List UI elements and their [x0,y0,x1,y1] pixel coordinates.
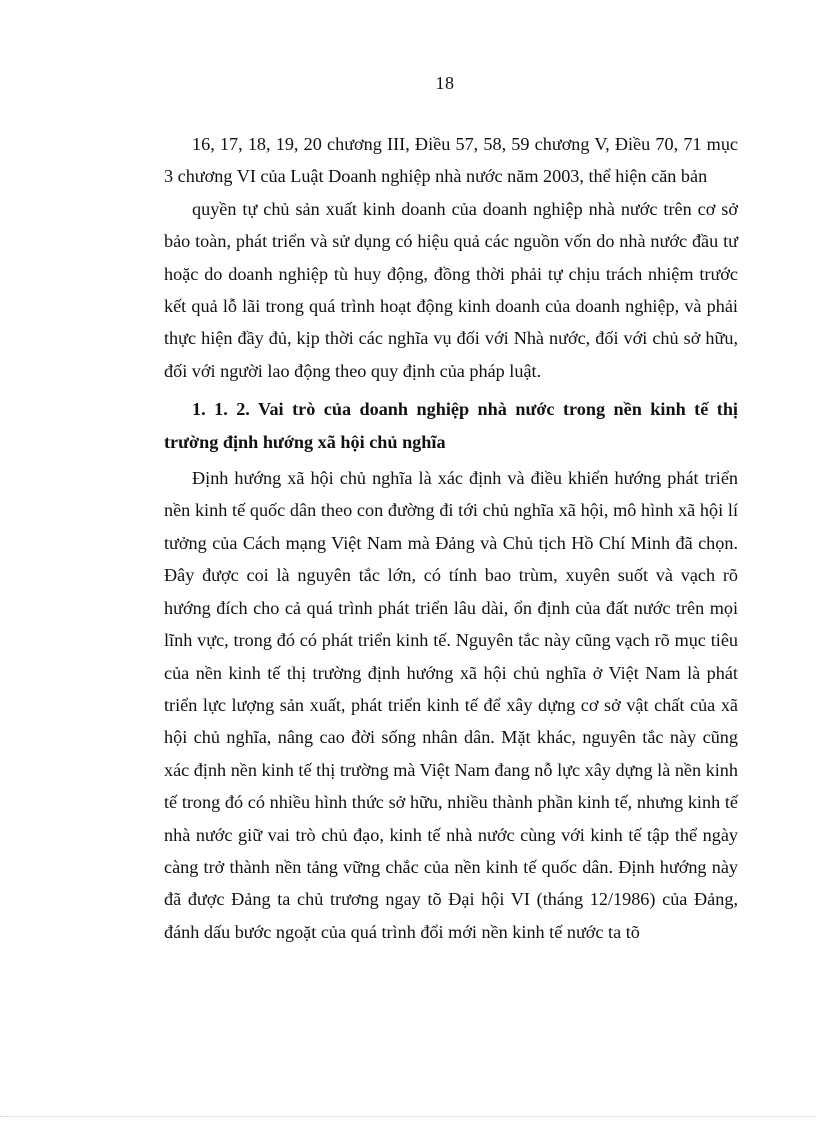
document-body [164,128,738,948]
page-bottom-divider [0,1115,816,1117]
section-heading: 1. 1. 2. Vai trò của doanh nghiệp nhà nước trong nền kinh tế thị trường định hướng xã hội chủ nghĩa [164,399,738,452]
paragraph-orientation: Định hướng xã hội chủ nghĩa là xác định và điều khiển hướng phát triển nền kinh tế quốc dân theo con đường đi tới chủ nghĩa xã hội, mô hình xã hội lí tưởng của Cách mạng Việt Nam mà Đảng và Chủ tịch Hồ Chí Minh đã chọn. Đây được coi là nguyên tắc lớn, có tính bao trùm, xuyên suốt và vạch rõ hướng đích cho cả quá trình phát triển lâu dài, ổn định của đất nước trên mọi lĩnh vực, trong đó có phát triển kinh tế. Nguyên tắc này cũng vạch rõ mục tiêu của nền kinh tế thị trường định hướng xã hội chủ nghĩa ở Việt Nam là phát triển lực lượng sản xuất, phát triển kinh tế để xây dựng cơ sở vật chất của xã hội chủ nghĩa, nâng cao đời sống nhân dân. Mặt khác, nguyên tắc này cũng xác định nền kinh tế thị trường mà Việt Nam đang nỗ lực xây dựng là nền kinh tế trong đó có nhiều hình thức sở hữu, nhiều thành phần kinh tế, nhưng kinh tế nhà nước giữ vai trò chủ đạo, kinh tế nhà nước cùng với kinh tế tập thể ngày càng trở thành nền tảng vững chắc của nền kinh tế quốc dân. Định hướng này đã được Đảng ta chủ trương ngay tõ Đại hội VI (tháng 12/1986) của Đảng, đánh dấu bước ngoặt của quá trình đổi mới nền kinh tế nước ta tõ [164,468,738,942]
page-number: 18 [435,73,455,93]
paragraph-continuation: 16, 17, 18, 19, 20 chương III, Điều 57, 58, 59 chương V, Điều 70, 71 mục 3 chương VI của Luật Doanh nghiệp nhà nước năm 2003, thể hiện căn bản [164,134,738,187]
paragraph-autonomy: quyền tự chủ sản xuất kinh doanh của doanh nghiệp nhà nước trên cơ sở bảo toàn, phát triển và sử dụng có hiệu quả các nguồn vốn do nhà nước đầu tư hoặc do doanh nghiệp tù huy động, đồng thời phải tự chịu trách nhiệm trước kết quả lỗ lãi trong quá trình hoạt động kinh doanh của doanh nghiệp, và phải thực hiện đầy đủ, kịp thời các nghĩa vụ đối với Nhà nước, đối với chủ sở hữu, đối với người lao động theo quy định của pháp luật. [164,198,738,381]
